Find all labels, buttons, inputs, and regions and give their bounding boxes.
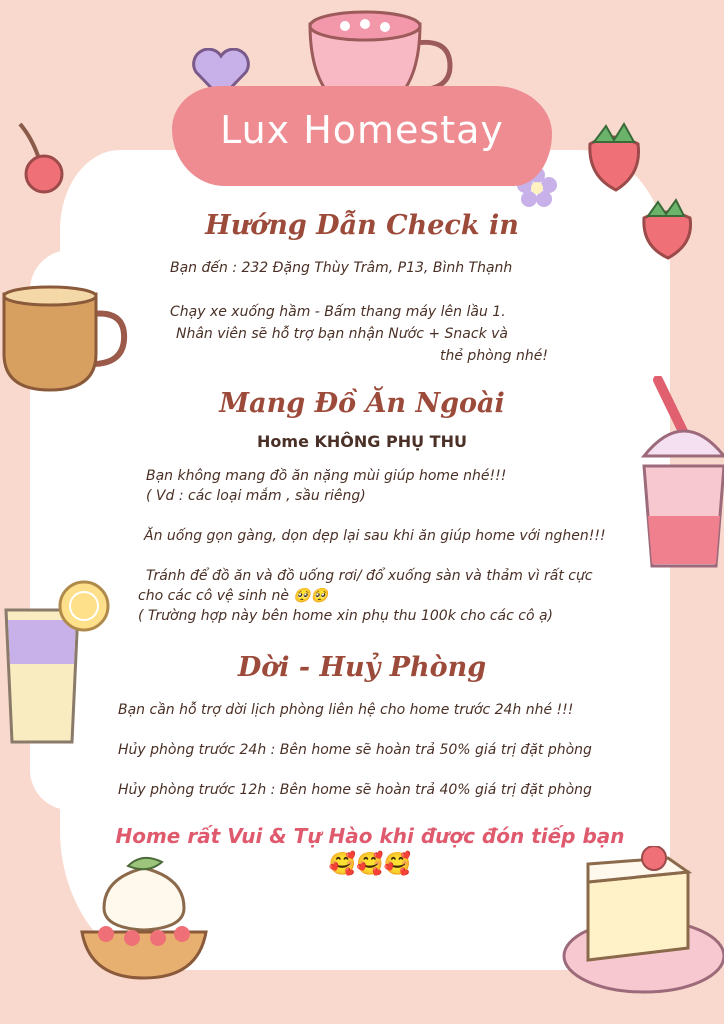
checkin-heading: Hướng Dẫn Check in [205,210,519,241]
food-subheading: Home KHÔNG PHỤ THU [257,432,467,451]
cancel-line-3: Hủy phòng trước 12h : Bên home sẽ hoàn trả 40% giá trị đặt phòng [118,782,592,798]
page-title: Lux Homestay [220,108,504,152]
cancel-heading: Dời - Huỷ Phòng [237,652,487,683]
cancel-line-1: Bạn cần hỗ trợ dời lịch phòng liên hệ cho home trước 24h nhé !!! [118,702,574,718]
food-line-2: ( Vd : các loại mắm , sầu riêng) [146,488,366,504]
checkin-address: Bạn đến : 232 Đặng Thùy Trâm, P13, Bình Thạnh [170,260,513,276]
food-line-4: Tránh để đồ ăn và đồ uống rơi/ đổ xuống sàn và thảm vì rất cực [146,568,593,584]
coffee-cup-icon [0,284,132,396]
food-line-6: ( Trường hợp này bên home xin phụ thu 100k cho các cô ạ) [138,608,554,624]
checkin-line-2: Nhân viên sẽ hỗ trợ bạn nhận Nước + Snack và [176,326,509,342]
checkin-line-3: thẻ phòng nhé! [440,348,548,364]
strawberry-icon [580,118,646,194]
food-line-5: cho các cô vệ sinh nè 🥺🥺 [138,588,329,604]
food-line-3: Ăn uống gọn gàng, dọn dẹp lại sau khi ăn giúp home với nghen!!! [144,528,606,544]
closing-emojis: 🥰🥰🥰 [328,852,412,877]
cherry-icon [14,120,74,196]
closing-message: Home rất Vui & Tự Hào khi được đón tiếp bạn [115,824,625,848]
food-line-1: Bạn không mang đồ ăn nặng mùi giúp home nhé!!! [146,468,507,484]
food-heading: Mang Đồ Ăn Ngoài [219,388,505,419]
checkin-line-1: Chạy xe xuống hầm - Bấm thang máy lên lầu 1. [170,304,506,320]
cancel-line-2: Hủy phòng trước 24h : Bên home sẽ hoàn trả 50% giá trị đặt phòng [118,742,592,758]
